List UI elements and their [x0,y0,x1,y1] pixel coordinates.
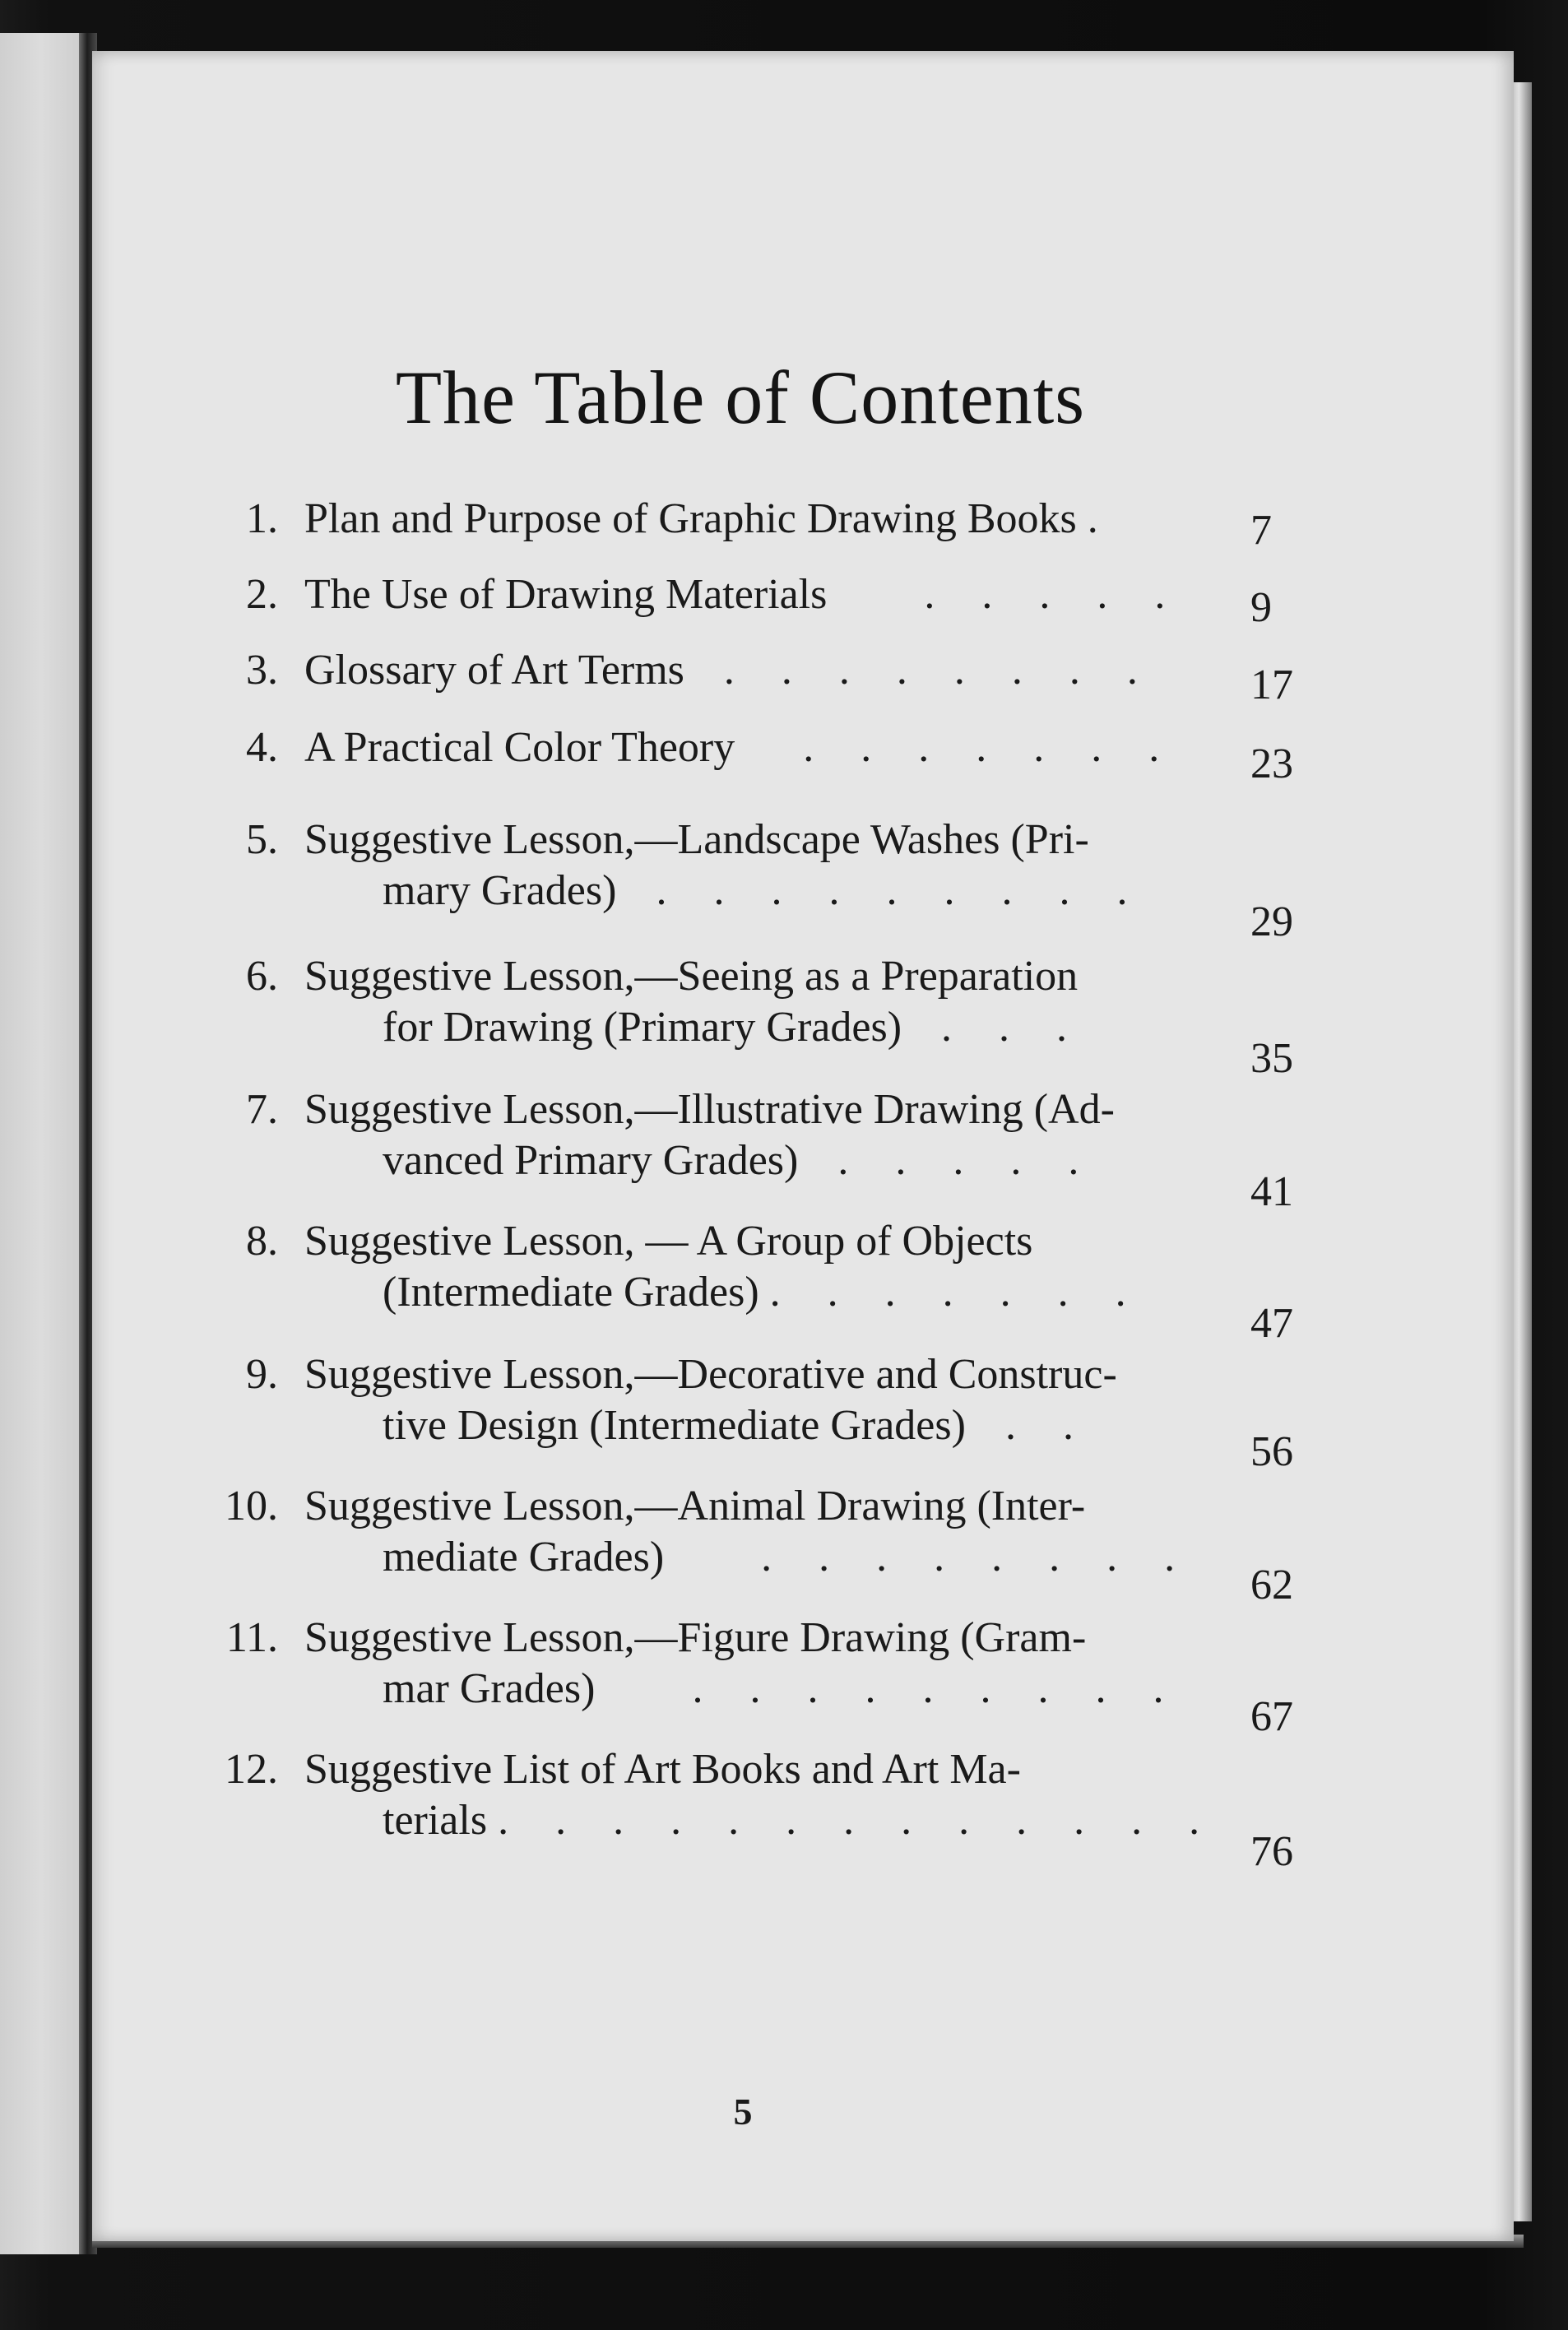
entry-page-number: 23 [1250,740,1293,787]
entry-page-number: 76 [1250,1828,1293,1875]
entry-number: 2. [246,571,278,618]
entry-page-number: 35 [1250,1035,1293,1082]
entry-page-number: 56 [1250,1428,1293,1475]
entry-title-line-1: Suggestive Lesson,—Landscape Washes (Pri- [304,816,1089,863]
entry-title-line-1: Suggestive Lesson, — A Group of Objects [304,1218,1033,1265]
entry-title-line-2: mediate Grades) . . . . . . . . [383,1534,1194,1580]
entry-number: 8. [246,1218,278,1265]
entry-number: 7. [246,1086,278,1133]
entry-title-line-2: mar Grades) . . . . . . . . . [383,1665,1182,1712]
entry-page-number: 29 [1250,898,1293,945]
entry-title [304,951,1283,1051]
entry-title-line-2: terials . . . . . . . . . . . . . [383,1797,1218,1844]
entry-number: 5. [246,816,278,863]
entry-title [304,1349,1283,1449]
entry-title [304,722,1283,773]
entry-page-number: 41 [1250,1168,1293,1215]
entry-page-number: 9 [1250,584,1272,631]
entry-page-number: 7 [1250,507,1272,554]
entry-title-line-1: Suggestive Lesson,—Illustrative Drawing (Ad- [304,1086,1115,1133]
entry-title-line-1: A Practical Color Theory [304,724,735,771]
entry-title-line-1: Suggestive Lesson,—Decorative and Construc- [304,1351,1117,1398]
entry-title-line-2: vanced Primary Grades) . . . . . [383,1137,1097,1184]
entry-title-line-1: Suggestive Lesson,—Animal Drawing (Inter- [304,1483,1086,1529]
entry-page-number: 47 [1250,1300,1293,1347]
entry-page-number: 67 [1250,1693,1293,1740]
entry-title-line-1: Suggestive Lesson,—Figure Drawing (Gram- [304,1614,1087,1661]
entry-title-line-2: mary Grades) . . . . . . . . . [383,867,1146,914]
entry-number: 9. [246,1351,278,1398]
entry-title [304,1084,1283,1184]
entry-number: 11. [225,1614,278,1661]
entry-number: 3. [246,647,278,694]
entry-title [304,815,1283,914]
entry-number: 10. [225,1483,278,1529]
leader-dots: . . . . . . . [745,724,1178,771]
page-title: The Table of Contents [395,355,1086,439]
entry-title-line-1: Plan and Purpose of Graphic Drawing Books [304,495,1077,542]
entry-number: 4. [246,724,278,771]
entry-title-line-2: for Drawing (Primary Grades) . . . [383,1004,1086,1051]
entry-title [304,1744,1283,1844]
entry-page-number: 17 [1250,661,1293,708]
leader-dots: . . . . . . . . [694,647,1156,694]
entry-title [304,569,1283,620]
entry-title [304,494,1283,545]
leader-dots: . . . . . [837,571,1184,618]
entry-title [304,1481,1283,1580]
leader-dots: . [1087,495,1116,542]
entry-title-line-2: tive Design (Intermediate Grades) . . [383,1402,1092,1449]
page-folio: 5 [733,2091,753,2133]
entry-title-line-1: Suggestive List of Art Books and Art Ma- [304,1746,1021,1793]
entry-title [304,645,1283,696]
entry-title-line-1: Suggestive Lesson,—Seeing as a Preparation [304,953,1079,1000]
entry-title [304,1613,1283,1712]
entry-title-line-2: (Intermediate Grades) . . . . . . . [383,1269,1144,1316]
entry-title [304,1216,1283,1316]
entry-title-line-1: The Use of Drawing Materials [304,571,828,618]
entry-number: 6. [246,953,278,1000]
entry-number: 12. [225,1746,278,1793]
entry-page-number: 62 [1250,1562,1293,1608]
entry-title-line-1: Glossary of Art Terms [304,647,684,694]
entry-number: 1. [246,495,278,542]
